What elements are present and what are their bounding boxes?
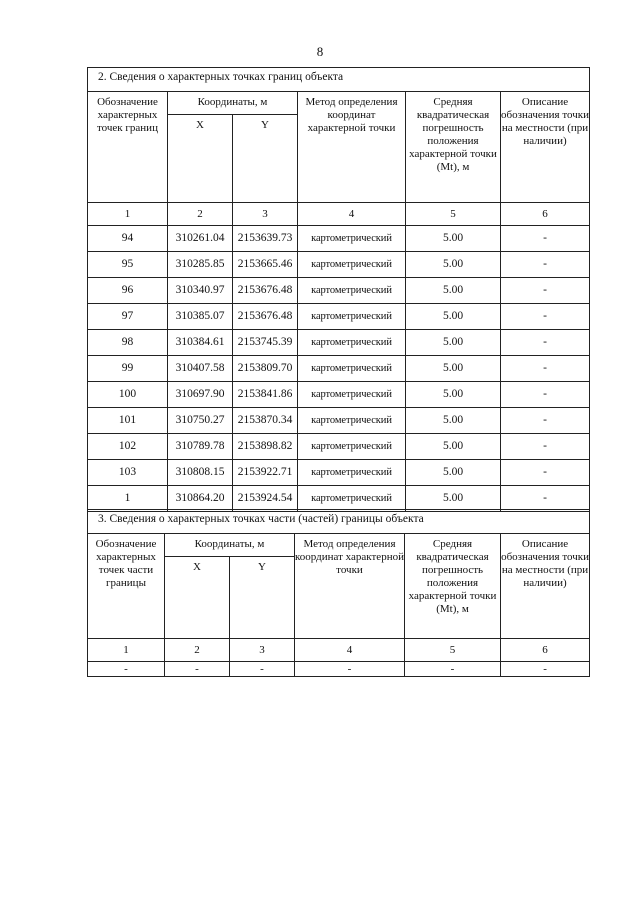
table-row: [88, 434, 590, 460]
cell-y: 2153898.82: [233, 434, 298, 460]
table-row: [88, 252, 590, 278]
boundary-points-body: [88, 226, 590, 512]
section-2-title: 2. Сведения о характерных точках границ объекта: [88, 68, 590, 92]
cell-method: картометрический: [298, 252, 406, 278]
cell-x: 310285.85: [168, 252, 233, 278]
cell-error: 5.00: [406, 408, 501, 434]
cell-description: -: [501, 460, 590, 486]
cell-x: 310384.61: [168, 330, 233, 356]
cell-point: 94: [88, 226, 168, 252]
cell-point: 100: [88, 382, 168, 408]
cell-error: 5.00: [406, 252, 501, 278]
cell-method: картометрический: [298, 408, 406, 434]
cell-point: 95: [88, 252, 168, 278]
cell-description: -: [501, 226, 590, 252]
header-point: Обозначение характерных точек границ: [88, 92, 168, 203]
table-row: [88, 304, 590, 330]
cell-description: -: [501, 408, 590, 434]
cell-method: картометрический: [298, 486, 406, 512]
cell-point: 96: [88, 278, 168, 304]
cell-description: -: [501, 662, 590, 677]
page-number: 8: [316, 44, 324, 59]
cell-y: 2153676.48: [233, 304, 298, 330]
column-number: 6: [501, 639, 590, 662]
cell-error: 5.00: [406, 356, 501, 382]
column-number: 4: [295, 639, 405, 662]
cell-point: 97: [88, 304, 168, 330]
cell-description: -: [501, 434, 590, 460]
header-x: X: [168, 115, 233, 203]
header-y: Y: [230, 557, 295, 639]
cell-error: 5.00: [406, 434, 501, 460]
cell-method: картометрический: [298, 226, 406, 252]
cell-x: 310864.20: [168, 486, 233, 512]
cell-y: 2153745.39: [233, 330, 298, 356]
header-point: Обозначение характерных точек части границы: [88, 534, 165, 639]
cell-method: картометрический: [298, 330, 406, 356]
cell-description: -: [501, 278, 590, 304]
table-row: [88, 460, 590, 486]
cell-description: -: [501, 382, 590, 408]
cell-y: 2153665.46: [233, 252, 298, 278]
column-number: 5: [406, 203, 501, 226]
boundary-points-table: [87, 67, 590, 512]
table-row: [88, 382, 590, 408]
cell-y: 2153924.54: [233, 486, 298, 512]
column-number: 4: [298, 203, 406, 226]
cell-point: 98: [88, 330, 168, 356]
header-error: Средняя квадратическая погрешность положения характерной точки (Mt), м: [405, 534, 501, 639]
header-method: Метод определения координат характерной точки: [298, 92, 406, 203]
cell-y: 2153676.48: [233, 278, 298, 304]
cell-description: -: [501, 304, 590, 330]
table-row: [88, 278, 590, 304]
cell-y: 2153809.70: [233, 356, 298, 382]
table-row: [88, 408, 590, 434]
table-row: [88, 330, 590, 356]
part-boundary-points-body: [88, 662, 590, 677]
column-number: 3: [230, 639, 295, 662]
cell-point: 101: [88, 408, 168, 434]
column-number: 1: [88, 203, 168, 226]
cell-method: картометрический: [298, 382, 406, 408]
cell-method: картометрический: [298, 356, 406, 382]
table-row: [88, 226, 590, 252]
part-boundary-points-table: [87, 509, 590, 677]
cell-method: картометрический: [298, 278, 406, 304]
cell-error: 5.00: [406, 382, 501, 408]
cell-method: картометрический: [298, 460, 406, 486]
cell-method: картометрический: [298, 304, 406, 330]
cell-y: 2153841.86: [233, 382, 298, 408]
cell-description: -: [501, 356, 590, 382]
header-description: Описание обозначения точки на местности (при наличии): [501, 534, 590, 639]
column-number: 6: [501, 203, 590, 226]
header-coords: Координаты, м: [165, 534, 295, 557]
header-description: Описание обозначения точки на местности (при наличии): [501, 92, 590, 203]
cell-description: -: [501, 252, 590, 278]
table-row: [88, 662, 590, 677]
column-number: 3: [233, 203, 298, 226]
cell-error: 5.00: [406, 486, 501, 512]
header-method: Метод определения координат характерной точки: [295, 534, 405, 639]
header-x: X: [165, 557, 230, 639]
header-error: Средняя квадратическая погрешность положения характерной точки (Mt), м: [406, 92, 501, 203]
column-number: 5: [405, 639, 501, 662]
cell-point: 102: [88, 434, 168, 460]
header-y: Y: [233, 115, 298, 203]
cell-point: -: [88, 662, 165, 677]
column-numbers-row: [88, 203, 590, 226]
cell-x: 310750.27: [168, 408, 233, 434]
cell-x: 310697.90: [168, 382, 233, 408]
cell-x: 310385.07: [168, 304, 233, 330]
column-number: 1: [88, 639, 165, 662]
cell-error: 5.00: [406, 226, 501, 252]
section-3-title: 3. Сведения о характерных точках части (частей) границы объекта: [88, 510, 590, 534]
cell-x: 310261.04: [168, 226, 233, 252]
cell-y: 2153870.34: [233, 408, 298, 434]
cell-y: 2153922.71: [233, 460, 298, 486]
cell-error: 5.00: [406, 460, 501, 486]
cell-description: -: [501, 486, 590, 512]
cell-method: -: [295, 662, 405, 677]
table-row: [88, 356, 590, 382]
cell-error: 5.00: [406, 304, 501, 330]
cell-point: 99: [88, 356, 168, 382]
cell-error: -: [405, 662, 501, 677]
column-numbers-row: [88, 639, 590, 662]
cell-error: 5.00: [406, 278, 501, 304]
column-number: 2: [168, 203, 233, 226]
cell-description: -: [501, 330, 590, 356]
cell-x: 310407.58: [168, 356, 233, 382]
cell-method: картометрический: [298, 434, 406, 460]
cell-x: -: [165, 662, 230, 677]
cell-y: -: [230, 662, 295, 677]
table-row: [88, 486, 590, 512]
column-number: 2: [165, 639, 230, 662]
cell-x: 310808.15: [168, 460, 233, 486]
cell-error: 5.00: [406, 330, 501, 356]
cell-x: 310789.78: [168, 434, 233, 460]
cell-point: 103: [88, 460, 168, 486]
cell-x: 310340.97: [168, 278, 233, 304]
cell-point: 1: [88, 486, 168, 512]
header-coords: Координаты, м: [168, 92, 298, 115]
cell-y: 2153639.73: [233, 226, 298, 252]
